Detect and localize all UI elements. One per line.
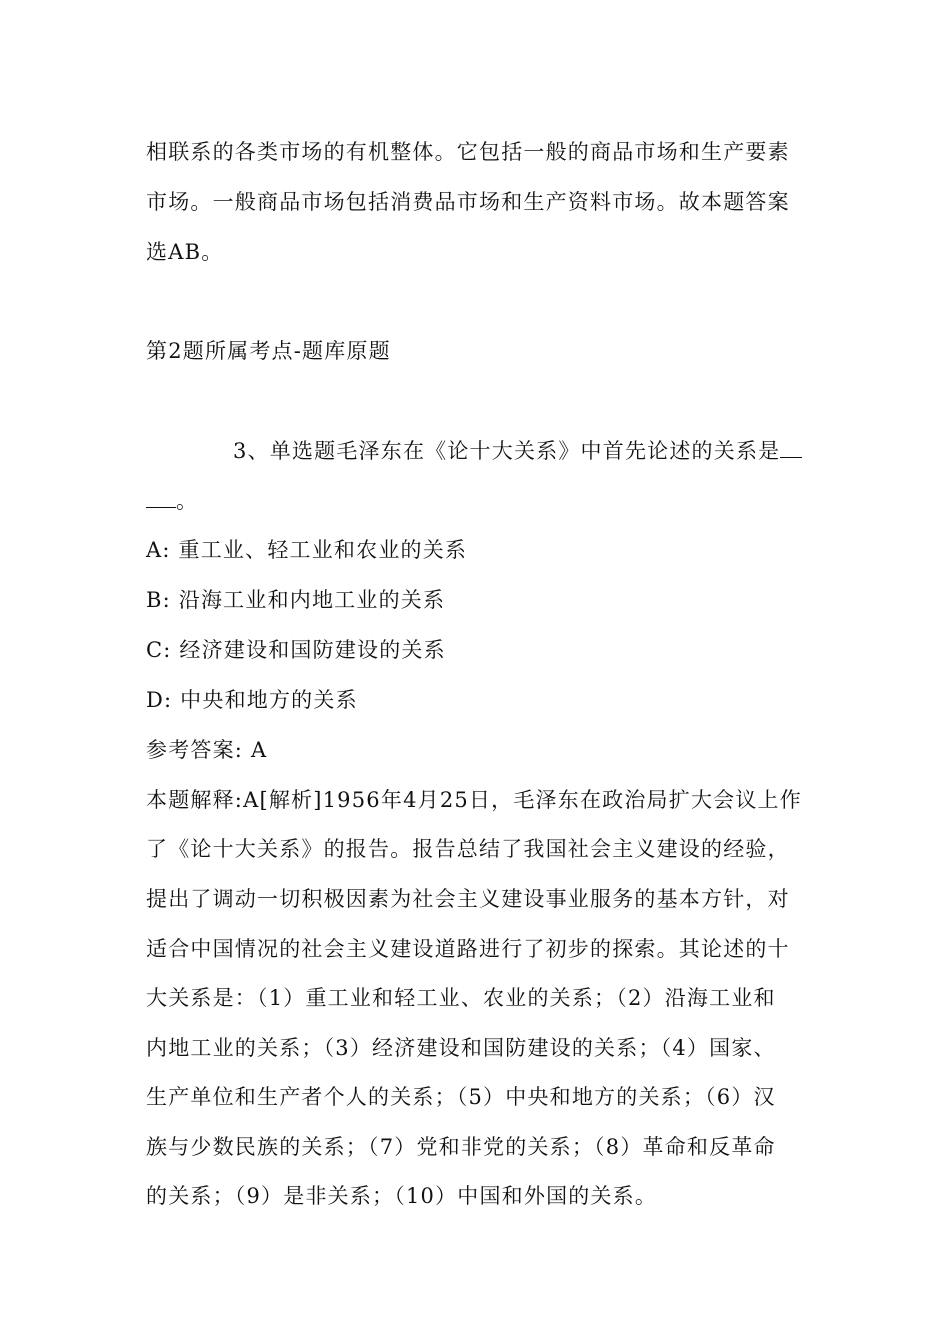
question-stem	[233, 437, 802, 465]
question-stem-end: 。	[176, 489, 199, 513]
topic-note: 第2题所属考点-题库原题	[146, 339, 391, 363]
explanation-line-6: 内地工业的关系；（3）经济建设和国防建设的关系；（4）国家、	[146, 1036, 776, 1060]
explanation-line-1: 本题解释:A[解析]1956年4月25日，毛泽东在政治局扩大会议上作	[146, 788, 802, 812]
explanation-line-9: 的关系；（9）是非关系；（10）中国和外国的关系。	[146, 1184, 658, 1208]
answer-blank-continued	[146, 489, 176, 508]
explanation-line-7: 生产单位和生产者个人的关系；（5）中央和地方的关系；（6）汉	[146, 1085, 776, 1109]
previous-explanation-line-1: 相联系的各类市场的有机整体。它包括一般的商品市场和生产要素	[146, 140, 790, 164]
reference-answer: 参考答案: A	[146, 738, 268, 762]
explanation-line-3: 提出了调动一切积极因素为社会主义建设事业服务的基本方针，对	[146, 887, 790, 911]
explanation-line-8: 族与少数民族的关系；（7）党和非党的关系；（8）革命和反革命	[146, 1135, 776, 1159]
option-d: D: 中央和地方的关系	[146, 688, 358, 712]
question-stem-text: 3、单选题毛泽东在《论十大关系》中首先论述的关系是	[233, 439, 781, 463]
previous-explanation-line-2: 市场。一般商品市场包括消费品市场和生产资料市场。故本题答案	[146, 190, 790, 214]
explanation-line-4: 适合中国情况的社会主义建设道路进行了初步的探索。其论述的十	[146, 937, 790, 961]
answer-blank	[780, 439, 802, 458]
option-a: A: 重工业、轻工业和农业的关系	[146, 538, 468, 562]
explanation-line-2: 了《论十大关系》的报告。报告总结了我国社会主义建设的经验，	[146, 837, 790, 861]
previous-explanation-line-3: 选AB。	[146, 240, 224, 264]
option-b: B: 沿海工业和内地工业的关系	[146, 588, 446, 612]
option-c: C: 经济建设和国防建设的关系	[146, 638, 446, 662]
question-stem-continuation	[146, 487, 198, 515]
explanation-line-5: 大关系是：（1）重工业和轻工业、农业的关系；（2）沿海工业和	[146, 986, 776, 1010]
